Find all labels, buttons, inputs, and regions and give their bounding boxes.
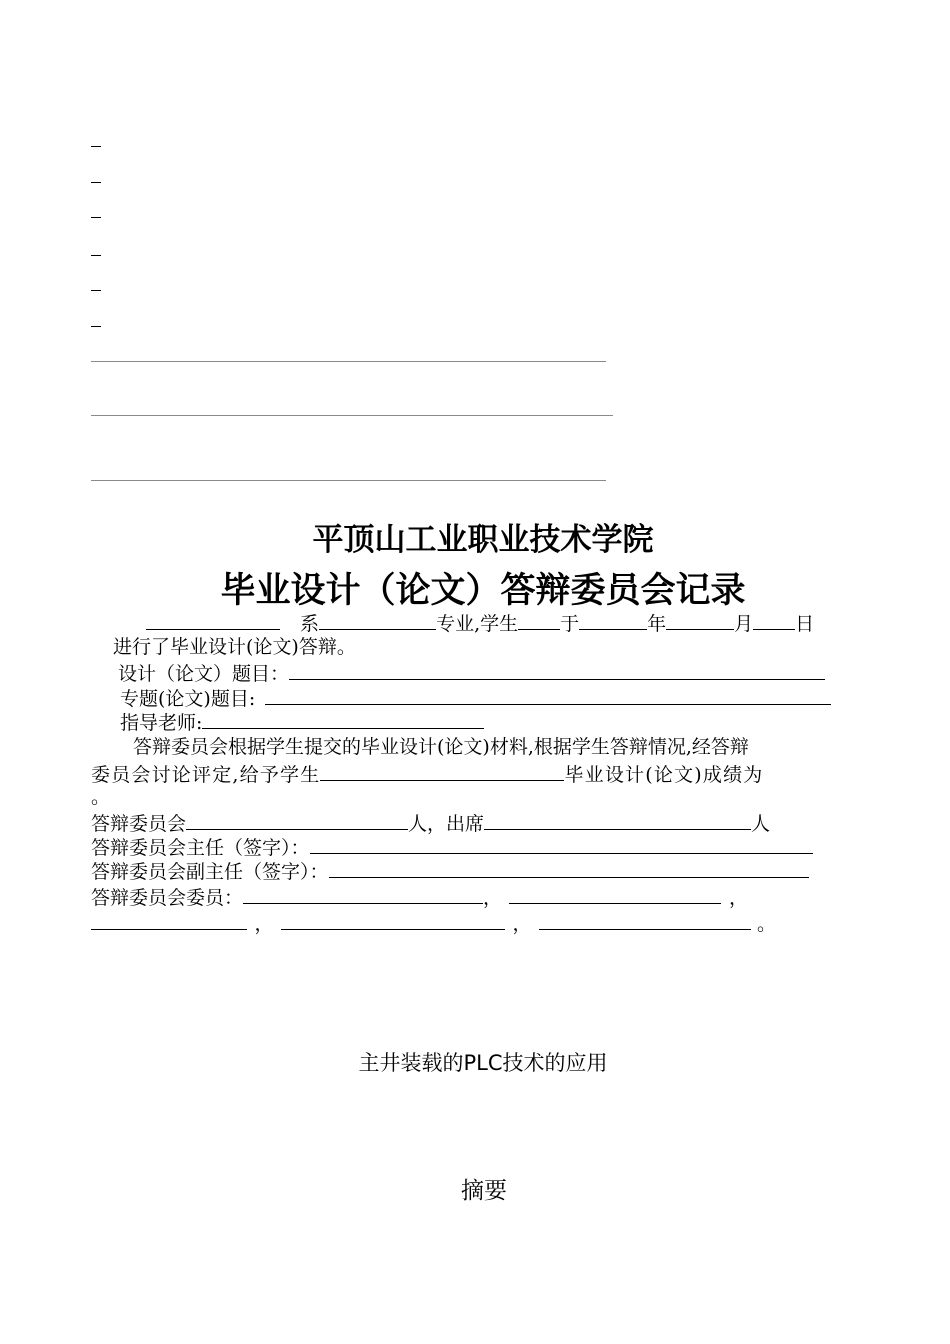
paragraph-text: 毕业设计(论文)成绩为 [564,764,764,786]
dash-mark [91,182,101,183]
record-title: 毕业设计（论文）答辩委员会记录 [220,571,746,611]
year-label: 年 [647,613,667,635]
special-topic-label: 专题(论文)题目: [120,688,256,710]
student-blank[interactable] [518,610,560,630]
chair-row [91,834,813,860]
month-blank[interactable] [666,610,734,630]
members-label: 答辩委员会委员： [91,887,244,909]
special-topic-blank[interactable] [265,685,831,705]
design-topic-blank[interactable] [289,660,825,680]
separator-line [91,480,606,481]
major-label: 专业,学生 [436,613,519,635]
member-signature-blank[interactable] [281,910,505,930]
period: 。 [757,913,777,935]
paragraph-line-1: 答辩委员会根据学生提交的毕业设计(论文)材料,根据学生答辩情况,经答辩 [133,736,749,758]
design-topic-row [118,660,825,686]
month-label: 月 [734,613,754,635]
comma: ， [254,913,274,935]
vice-chair-label: 答辩委员会副主任（签字）： [91,861,329,883]
members-row-1 [91,884,749,910]
comma: ， [729,887,749,909]
paragraph-line-3: 。 [91,786,111,808]
member-signature-blank[interactable] [91,910,247,930]
member-signature-blank[interactable] [539,910,751,930]
special-topic-row [120,685,831,711]
major-blank[interactable] [319,610,436,630]
paragraph-line-2 [91,761,763,787]
advisor-row [120,709,484,735]
form-line-2: 进行了毕业设计(论文)答辩。 [113,636,356,658]
committee-label: 答辩委员会 [91,813,187,835]
grade-student-blank[interactable] [320,761,564,781]
dash-mark [91,146,101,147]
abstract-heading: 摘要 [461,1178,507,1204]
vice-chair-signature-blank[interactable] [329,858,809,878]
advisor-label: 指导老师: [120,712,203,734]
at-label: 于 [560,613,580,635]
comma: ， [483,887,503,909]
year-blank[interactable] [579,610,647,630]
day-blank[interactable] [753,610,795,630]
member-signature-blank[interactable] [509,884,721,904]
member-signature-blank[interactable] [243,884,483,904]
day-label: 日 [795,613,815,635]
paragraph-text: 委员会讨论评定,给予学生 [91,764,321,786]
dept-blank[interactable] [146,610,280,630]
thesis-title: 主井装载的PLC技术的应用 [358,1051,608,1075]
dash-mark [91,217,101,218]
separator-line [91,415,613,416]
committee-row [91,810,770,836]
separator-line [91,361,606,362]
advisor-blank[interactable] [202,709,484,729]
dash-mark [91,255,101,256]
chair-label: 答辩委员会主任（签字）： [91,837,310,859]
members-row-2 [91,910,776,936]
comma: ， [512,913,532,935]
chair-signature-blank[interactable] [310,834,813,854]
persons-label: 人 [751,813,771,835]
school-name: 平顶山工业职业技术学院 [312,522,654,558]
vice-chair-row [91,858,809,884]
dept-label: 系 [300,613,320,635]
attend-label: 人，出席 [408,813,485,835]
dash-mark [91,326,101,327]
attend-count-blank[interactable] [484,810,751,830]
design-topic-label: 设计（论文）题目： [118,663,290,685]
committee-count-blank[interactable] [186,810,408,830]
dash-mark [91,290,101,291]
form-line-1 [146,610,814,636]
